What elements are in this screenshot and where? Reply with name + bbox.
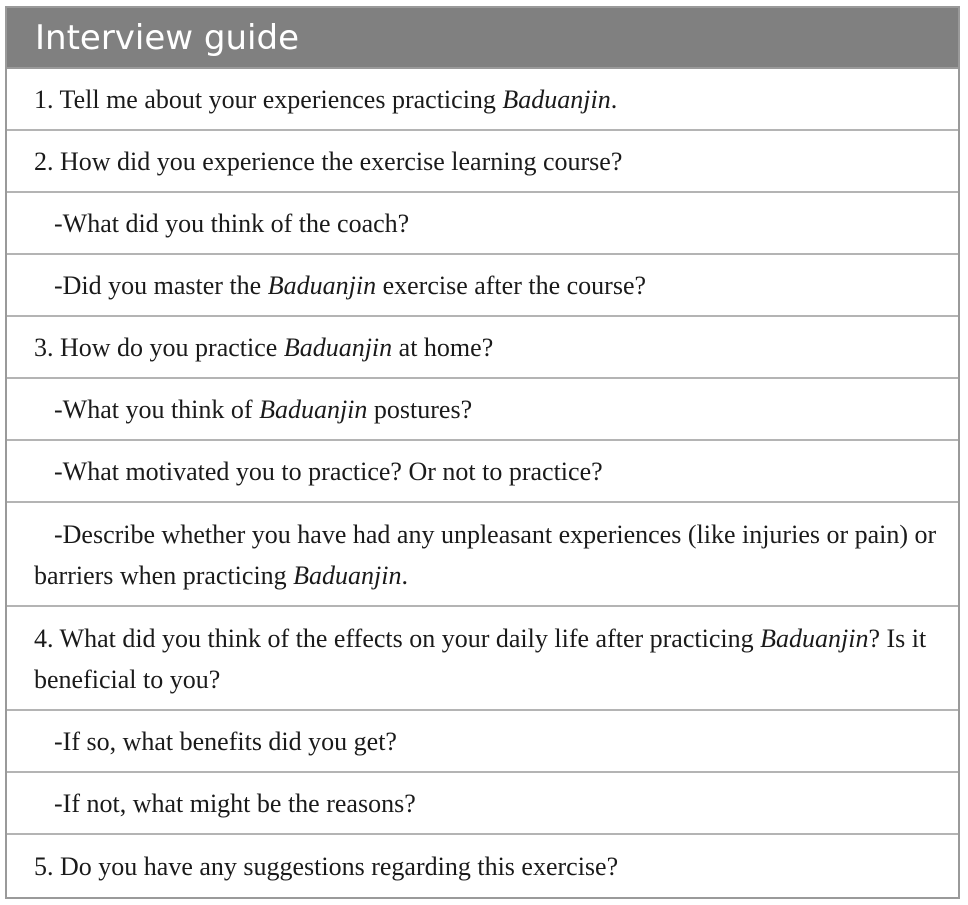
table-row [7, 379, 958, 441]
table-row [7, 711, 958, 773]
table-row [7, 317, 958, 379]
row-text: 1. Tell me about your experiences practicing Baduanjin. [34, 84, 618, 114]
table-row [7, 773, 958, 835]
row-text: 5. Do you have any suggestions regarding this exercise? [34, 851, 619, 881]
table-row [7, 131, 958, 193]
row-text: -What motivated you to practice? Or not to practice? [54, 456, 603, 486]
table-title: Interview guide [35, 17, 299, 58]
row-text: 4. What did you think of the effects on your daily life after practicing Baduanjin? Is it beneficial to you? [34, 624, 927, 694]
table-row [7, 441, 958, 503]
row-text: -Describe whether you have had any unpleasant experiences (like injuries or pain) or barriers when practicing Baduanjin. [34, 520, 937, 590]
interview-guide-table [5, 6, 960, 899]
row-text: -If not, what might be the reasons? [54, 788, 416, 818]
row-text: -What did you think of the coach? [54, 208, 410, 238]
table-row [7, 607, 958, 711]
row-text: -What you think of Baduanjin postures? [54, 394, 473, 424]
table-row [7, 69, 958, 131]
table-header [7, 8, 958, 69]
table-row [7, 835, 958, 897]
table-row [7, 503, 958, 607]
row-text: -If so, what benefits did you get? [54, 726, 397, 756]
row-text: 3. How do you practice Baduanjin at home? [34, 332, 494, 362]
table-row [7, 193, 958, 255]
row-text: -Did you master the Baduanjin exercise after the course? [54, 270, 647, 300]
row-text: 2. How did you experience the exercise learning course? [34, 146, 623, 176]
table-row [7, 255, 958, 317]
